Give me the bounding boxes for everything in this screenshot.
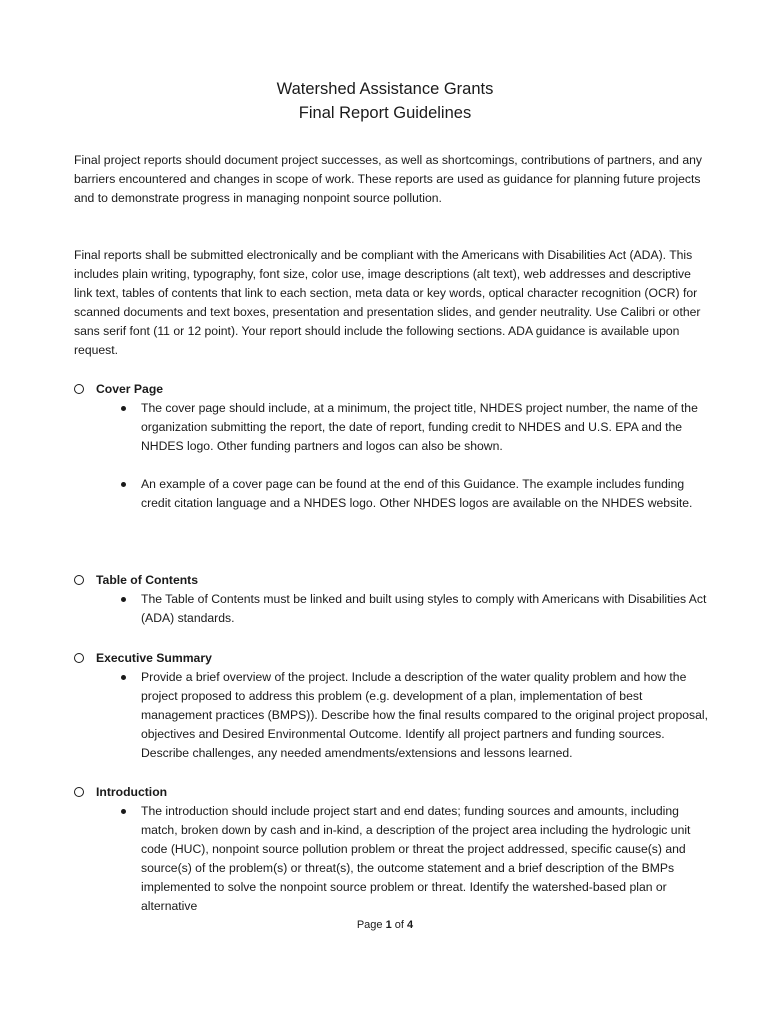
- hollow-circle-bullet-icon: [74, 575, 84, 585]
- list-item-text: Provide a brief overview of the project. Include a description of the water quality problem and how the project proposed to address this problem (e.g. development of a plan, implementation of best management practices (BMPS)). Describe how the final results compared to the original project proposal, objectives and Desired Environmental Outcome. Identify all project partners and funding sources. Describe challenges, any needed amendments/extensions and lessons learned.: [141, 670, 708, 760]
- list-item: [74, 802, 714, 916]
- list-item: [74, 399, 714, 456]
- list-item-text: An example of a cover page can be found at the end of this Guidance. The example includes funding credit citation language and a NHDES logo. Other NHDES logos are available on the NHDES website.: [141, 477, 693, 510]
- list-item-text: The introduction should include project start and end dates; funding sources and amounts, including match, broken down by cash and in-kind, a description of the project area including the hydrologic unit code (HUC), nonpoint source pollution problem or threat the project addressed, specific cause(s) and source(s) of the problem(s) or threat(s), the outcome statement and a brief description of the BMPs implemented to solve the nonpoint source problem or threat. Identify the watershed-based plan or alternative: [141, 804, 691, 913]
- document-title: [0, 77, 770, 125]
- section-title: Executive Summary: [96, 651, 212, 665]
- section-title: Table of Contents: [96, 573, 199, 587]
- bullet-dot-icon: [121, 406, 126, 411]
- hollow-circle-bullet-icon: [74, 787, 84, 797]
- list-item: [74, 475, 714, 513]
- section-introduction: [74, 783, 714, 916]
- hollow-circle-bullet-icon: [74, 384, 84, 394]
- intro-paragraph-2: Final reports shall be submitted electronically and be compliant with the Americans with Disabilities Act (ADA). This includes plain writing, typography, font size, color use, image descriptions (alt text), web addresses and descriptive link text, tables of contents that link to each section, meta data or key words, optical character recognition (OCR) for scanned documents and text boxes, presentation and presentation slides, and gender neutrality. Use Calibri or other sans serif font (11 or 12 point). Your report should include the following sections. ADA guidance is available upon request.: [74, 248, 701, 357]
- list-item: [74, 590, 714, 628]
- total-pages-number: 4: [407, 919, 414, 931]
- of-label: of: [394, 919, 404, 931]
- section-cover-page: [74, 380, 714, 513]
- bullet-dot-icon: [121, 675, 126, 680]
- hollow-circle-bullet-icon: [74, 653, 84, 663]
- section-title: Cover Page: [96, 382, 164, 396]
- intro-paragraph-1: Final project reports should document project successes, as well as shortcomings, contributions of partners, and any barriers encountered and changes in scope of work. These reports are used as guidance for planning future projects and to demonstrate progress in managing nonpoint source pollution.: [74, 153, 702, 205]
- list-item-text: The Table of Contents must be linked and built using styles to comply with Americans with Disabilities Act (ADA) standards.: [141, 592, 707, 625]
- current-page-number: 1: [385, 919, 392, 931]
- bullet-dot-icon: [121, 482, 126, 487]
- bullet-dot-icon: [121, 597, 126, 602]
- section-table-of-contents: [74, 571, 714, 628]
- bullet-dot-icon: [121, 809, 126, 814]
- title-line-2: Final Report Guidelines: [298, 104, 472, 122]
- section-title: Introduction: [96, 785, 168, 799]
- section-executive-summary: [74, 649, 714, 763]
- page-footer: [0, 917, 770, 933]
- list-item: [74, 668, 714, 763]
- list-item-text: The cover page should include, at a minimum, the project title, NHDES project number, the name of the organization submitting the report, the date of report, funding credit to NHDES and U.S. EPA and the NHDES logo. Other funding partners and logos can also be shown.: [141, 401, 698, 453]
- title-line-1: Watershed Assistance Grants: [276, 80, 494, 98]
- page-label: Page: [356, 919, 383, 931]
